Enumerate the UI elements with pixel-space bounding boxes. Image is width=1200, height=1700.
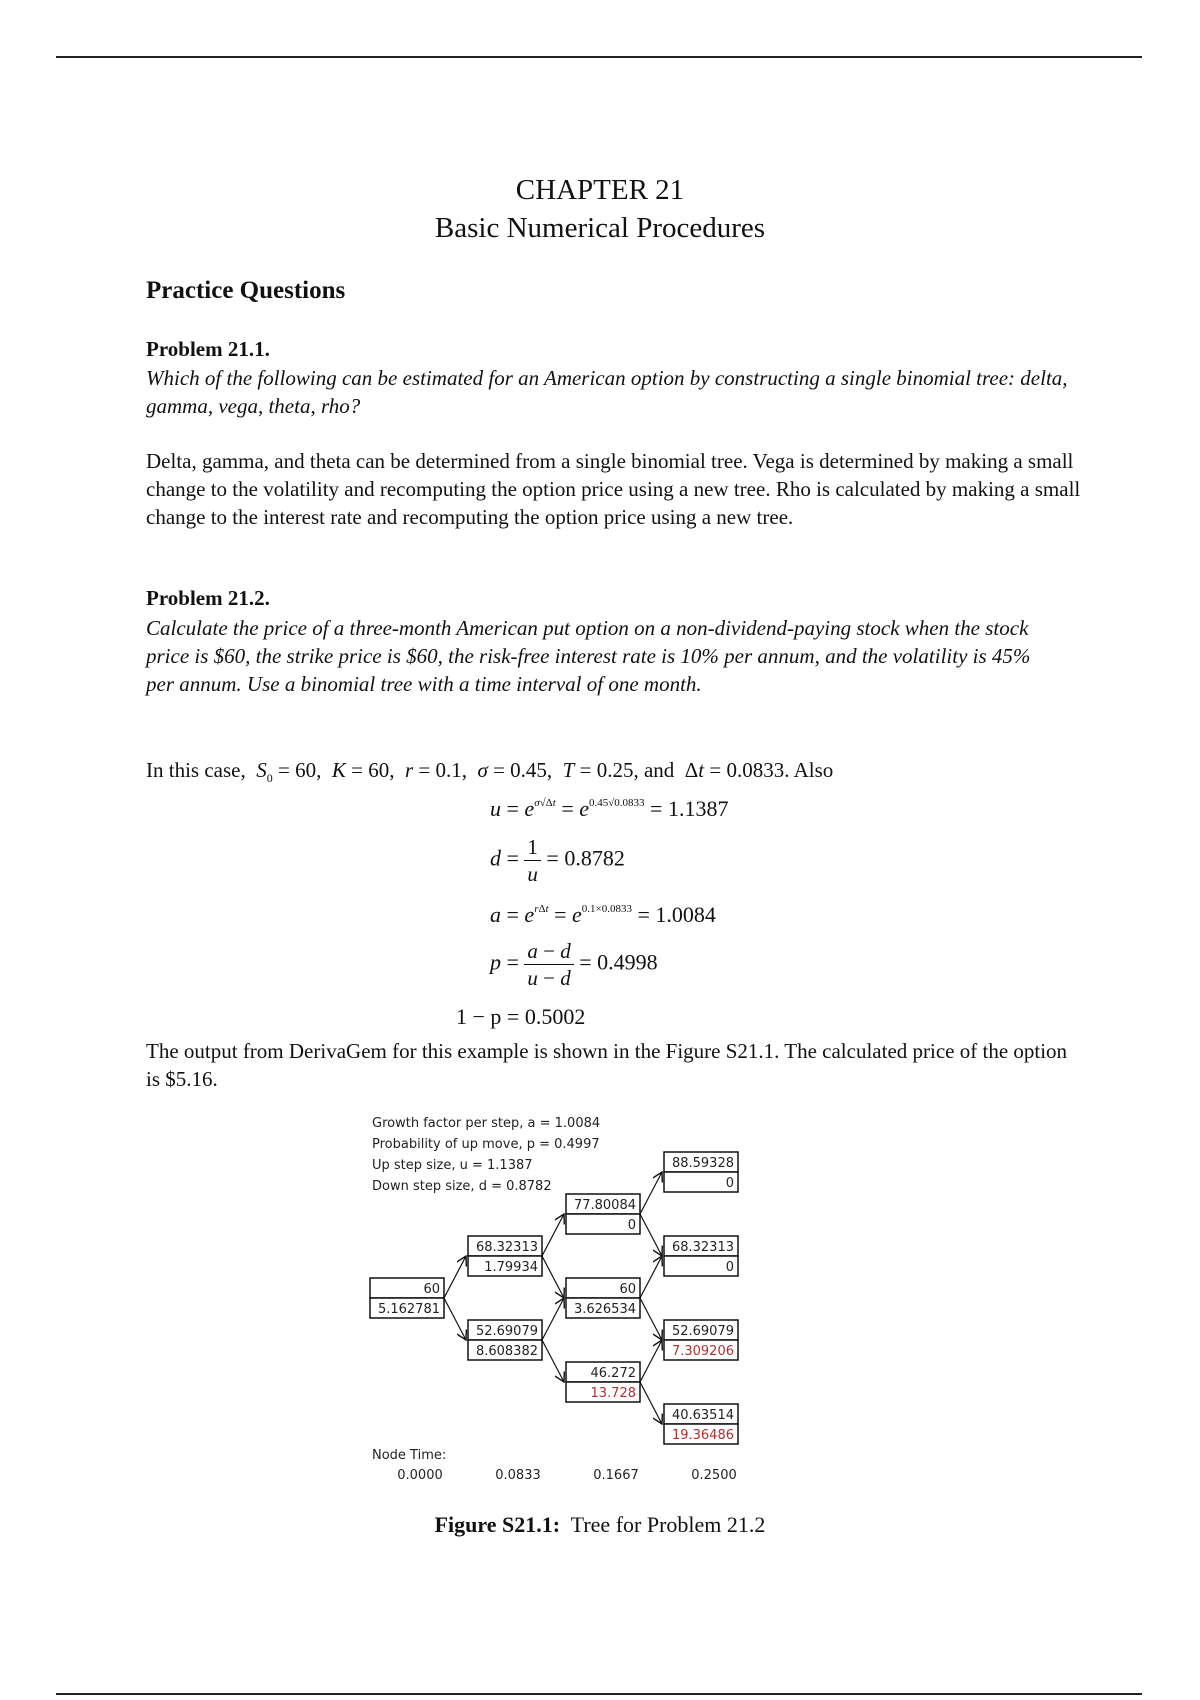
tree-edge <box>542 1214 564 1256</box>
figure-caption-text: Tree for Problem 21.2 <box>570 1512 766 1537</box>
node-stock-price: 68.32313 <box>475 1240 538 1255</box>
binomial-tree-figure <box>360 1108 760 1488</box>
problem-2-title: Problem 21.2. <box>146 586 270 610</box>
eq-p-result: = 0.4998 <box>579 949 658 975</box>
tree-node <box>468 1236 542 1276</box>
chapter-title: Basic Numerical Procedures <box>434 212 766 244</box>
intro-prefix: In this case, <box>146 758 246 782</box>
eq-a-result: = 1.0084 <box>637 902 716 927</box>
bottom-rule <box>56 1693 1142 1695</box>
node-option-value: 1.79934 <box>484 1260 538 1275</box>
equation-d: d = $\frac{1}{u}$ = 0.8782 <box>490 835 625 886</box>
tree-node <box>664 1404 738 1444</box>
time-label: 0.0000 <box>397 1468 443 1483</box>
tree-edge <box>542 1298 564 1340</box>
tree-edge <box>444 1256 466 1298</box>
node-option-value: 5.162781 <box>377 1302 440 1317</box>
problem-2-intro: In this case, $S_0 = 60$, K = 60, r = 0.1, σ = 0.45, T = 0.25, and Δt = 0.0833. Also <box>146 758 834 785</box>
node-option-value: 7.309206 <box>671 1344 734 1359</box>
param-k: 60 <box>368 758 390 782</box>
tree-edge <box>542 1340 564 1382</box>
tree-node <box>664 1320 738 1360</box>
section-title: Practice Questions <box>146 277 346 304</box>
tree-info-line: Up step size, u = 1.1387 <box>372 1158 533 1173</box>
figure-caption-label: Figure S21.1: <box>434 1512 561 1537</box>
problem-1-question: Which of the following can be estimated for an American option by constructing a single binomial tree: delta, gamma, vega, theta, rho? <box>146 366 1068 418</box>
chapter-heading: CHAPTER 21 <box>515 174 685 206</box>
param-t: 0.25 <box>596 758 634 782</box>
tree-edge <box>640 1298 662 1340</box>
tree-info-line: Probability of up move, p = 0.4997 <box>372 1137 600 1152</box>
tree-info-line: Down step size, d = 0.8782 <box>372 1179 552 1194</box>
node-stock-price: 46.272 <box>590 1366 636 1381</box>
param-sigma: 0.45 <box>510 758 547 782</box>
node-stock-price: 77.80084 <box>573 1198 636 1213</box>
tree-edge <box>640 1340 662 1382</box>
param-r: 0.1 <box>435 758 462 782</box>
param-s0: 60 <box>295 758 317 782</box>
node-stock-price: 52.69079 <box>671 1324 734 1339</box>
problem-2-conclusion: The output from DerivaGem for this example is shown in the Figure S21.1. The calculated price of the option is $5.16. <box>146 1039 1068 1091</box>
node-stock-price: 52.69079 <box>475 1324 538 1339</box>
time-label: 0.0833 <box>495 1468 541 1483</box>
tree-node <box>566 1194 640 1234</box>
node-stock-price: 60 <box>619 1282 636 1297</box>
node-option-value: 3.626534 <box>573 1302 636 1317</box>
tree-node <box>468 1320 542 1360</box>
tree-node <box>566 1362 640 1402</box>
figure-caption <box>0 1512 1200 1538</box>
node-option-value: 13.728 <box>590 1386 636 1401</box>
eq-a-exponent: 0.1×0.0833 <box>581 903 633 915</box>
tree-nodes <box>370 1152 738 1444</box>
node-stock-price: 40.63514 <box>671 1408 734 1423</box>
node-option-value: 0 <box>627 1218 636 1233</box>
tree-edge <box>640 1214 662 1256</box>
param-dt: 0.0833 <box>726 758 785 782</box>
time-label: 0.1667 <box>593 1468 639 1483</box>
tree-info-line: Growth factor per step, a = 1.0084 <box>372 1116 601 1131</box>
top-rule <box>56 56 1142 58</box>
node-option-value: 19.36486 <box>671 1428 734 1443</box>
tree-edge <box>640 1382 662 1424</box>
tree-edge <box>542 1256 564 1298</box>
problem-2-question: Calculate the price of a three-month American put option on a non-dividend-paying stock when the stock price is $60, the strike price is $60, the risk-free interest rate is 10% per annum, and the volatility is 45% per annum. Use a binomial tree with a time interval of one month. <box>146 616 1031 696</box>
intro-and: and <box>643 758 675 782</box>
equation-a: $a = e^{r\Delta t} = e^{0.1\times 0.0833} = 1.0084$ <box>490 902 716 927</box>
tree-edge <box>640 1172 662 1214</box>
eq-u-exponent: 0.45√0.0833 <box>589 797 645 809</box>
node-option-value: 0 <box>725 1260 734 1275</box>
node-option-value: 0 <box>725 1176 734 1191</box>
equation-p: p = $\frac{a - d}{u - d}$ = 0.4998 <box>490 939 658 990</box>
tree-node <box>370 1278 444 1318</box>
equation-one-minus-p: 1 − p = 0.5002 <box>456 1004 586 1029</box>
tree-edge <box>640 1256 662 1298</box>
eq-u-result: = 1.1387 <box>650 796 729 821</box>
intro-suffix: . Also <box>784 758 834 782</box>
node-stock-price: 68.32313 <box>671 1240 734 1255</box>
problem-1-answer: Delta, gamma, and theta can be determined from a single binomial tree. Vega is determined by making a small change to the volatility and recomputing the option price using a new tree. Rho is calculated by making a small change to the interest rate and recomputing the option price using a new tree. <box>146 449 1081 529</box>
node-stock-price: 60 <box>423 1282 440 1297</box>
tree-edge <box>444 1298 466 1340</box>
tree-info-block <box>372 1116 600 1194</box>
node-option-value: 8.608382 <box>475 1344 538 1359</box>
tree-node <box>664 1236 738 1276</box>
eq-d-result: = 0.8782 <box>546 845 625 871</box>
time-label: 0.2500 <box>691 1468 737 1483</box>
equation-u: $u = e^{\sigma√\Delta t} = e^{0.45√0.0833} = 1.1387$ <box>490 796 729 821</box>
tree-node <box>664 1152 738 1192</box>
node-stock-price: 88.59328 <box>671 1156 734 1171</box>
tree-node <box>566 1278 640 1318</box>
node-time-label: Node Time: <box>372 1448 447 1463</box>
problem-1-title: Problem 21.1. <box>146 337 270 361</box>
